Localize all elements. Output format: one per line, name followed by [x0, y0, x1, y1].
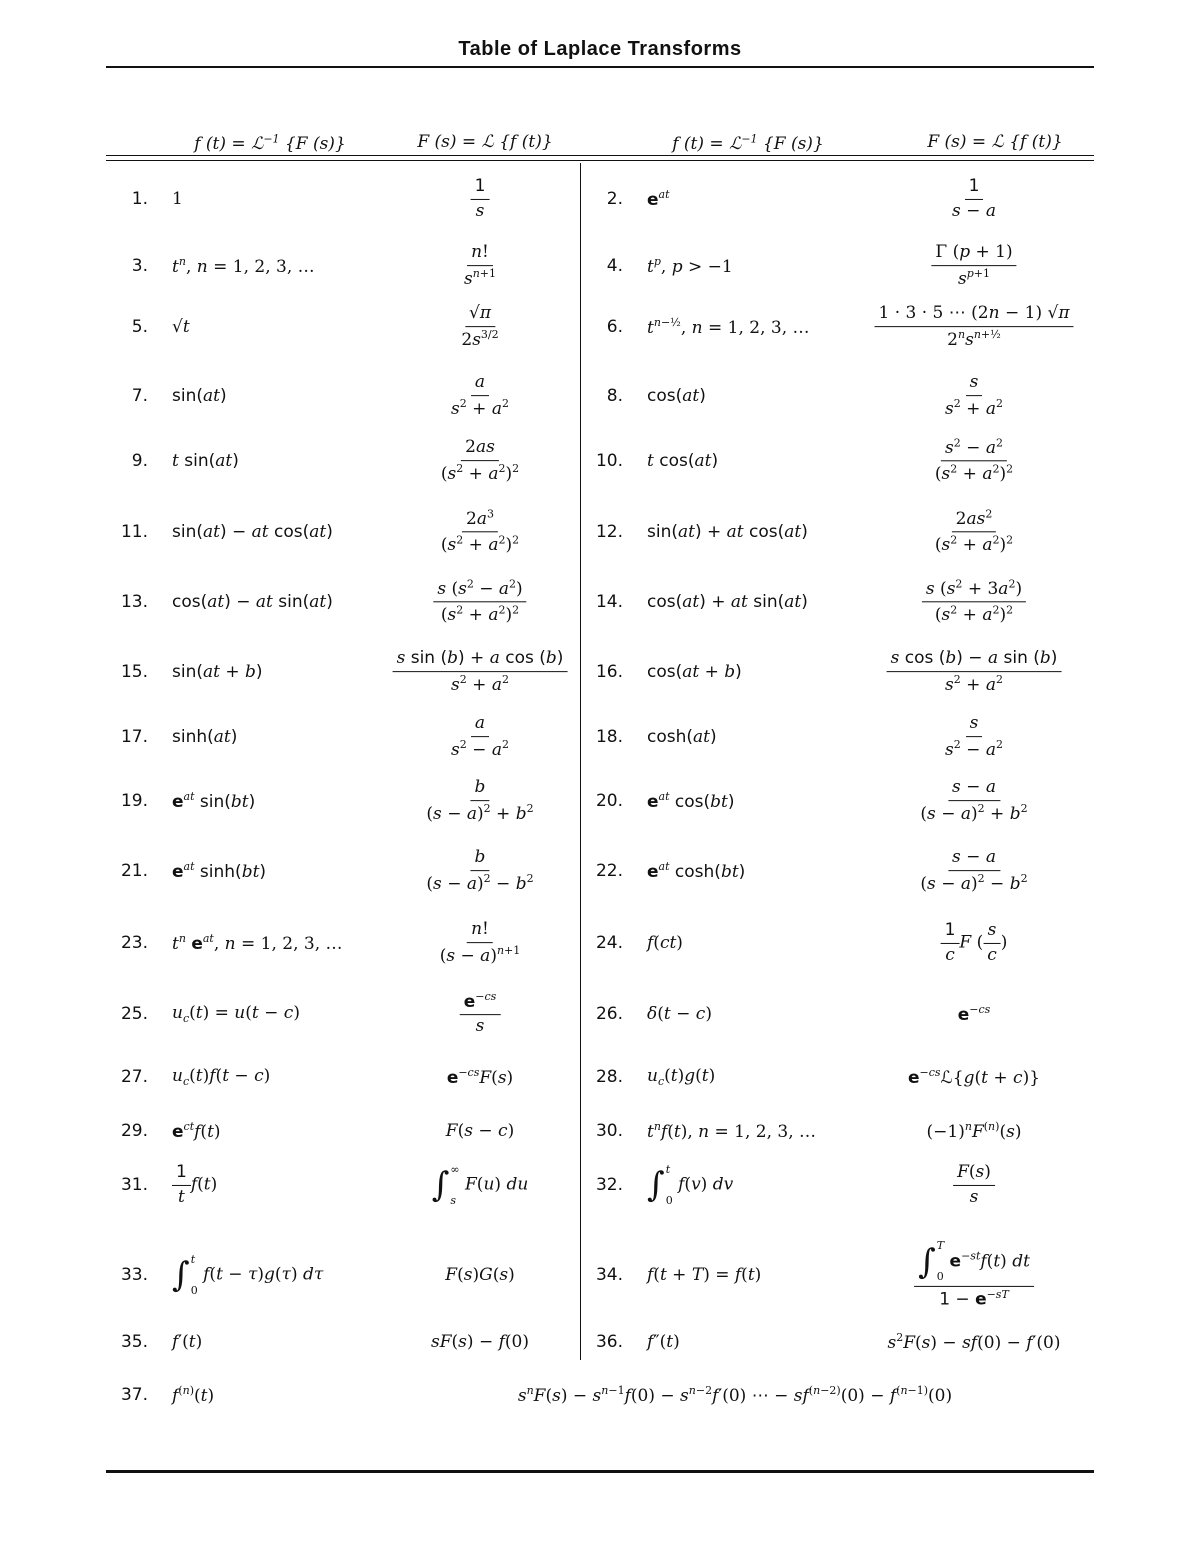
- laplace-transform: $(-1)^nF^{(n)}(s)$: [926, 1120, 1022, 1142]
- row-number: 8.: [606, 386, 623, 406]
- time-function: t sin(at): [172, 451, 239, 471]
- time-function: δ(t − c): [647, 1004, 712, 1024]
- row-number: 17.: [120, 727, 148, 747]
- row-number: 29.: [120, 1121, 148, 1141]
- row-number: 3.: [131, 256, 148, 276]
- time-function: $f^{(n)}(t)$: [172, 1384, 215, 1406]
- time-function: $e^{at}$ cos(bt): [647, 790, 735, 812]
- time-function: sin(at) + at cos(at): [647, 522, 808, 542]
- laplace-transform: $\frac{s - a}{(s - a)^2 + b^2}$: [920, 777, 1028, 824]
- time-function: f″(t): [647, 1332, 680, 1352]
- time-function: cosh(at): [647, 727, 717, 747]
- row-number: 36.: [595, 1332, 623, 1352]
- time-function: ∫ t 0 f(t − τ)g(τ) dτ: [172, 1253, 324, 1297]
- row-number: 19.: [120, 791, 148, 811]
- laplace-transform: $\frac{a}{s^2 - a^2}$: [451, 713, 509, 760]
- time-function: $e^{at}$ sin(bt): [172, 790, 256, 812]
- row-number: 37.: [120, 1385, 148, 1405]
- row-number: 25.: [120, 1004, 148, 1024]
- time-function: ∫ t 0 f(v) dv: [647, 1163, 734, 1207]
- laplace-transform: $\frac{s (s^2 - a^2)}{(s^2 + a^2)^2}$: [433, 578, 526, 625]
- row-number: 5.: [131, 317, 148, 337]
- row-number: 28.: [595, 1067, 623, 1087]
- laplace-transform: $\frac{b}{(s - a)^2 + b^2}$: [426, 777, 534, 824]
- row-number: 11.: [120, 522, 148, 542]
- laplace-transform: $e^{-cs}F(s)$: [446, 1066, 514, 1088]
- row-number: 20.: [595, 791, 623, 811]
- row-number: 13.: [120, 592, 148, 612]
- row-number: 35.: [120, 1332, 148, 1352]
- row-number: 9.: [131, 451, 148, 471]
- laplace-transform: $\frac{\text{s cos (b) − a sin (b)}}{s^2 + a^2}$: [887, 649, 1062, 695]
- time-function: $e^{at}$ cosh(bt): [647, 860, 746, 882]
- laplace-transform: $\frac{1}{s}$: [471, 177, 490, 221]
- row-number: 21.: [120, 861, 148, 881]
- time-function: f(ct): [647, 933, 683, 953]
- time-function: sin(at) − at cos(at): [172, 522, 333, 542]
- time-function: $u_c(t)g(t)$: [647, 1065, 716, 1089]
- time-function: f′(t): [172, 1332, 203, 1352]
- row-number: 27.: [120, 1067, 148, 1087]
- laplace-transform: $\frac{e^{-cs}}{s}$: [460, 991, 501, 1037]
- laplace-transform: $s^2F(s) - sf(0) - f'(0)$: [887, 1331, 1061, 1353]
- laplace-transform: $\frac{n!}{s^{n+1}}$: [463, 242, 497, 289]
- time-function: $t^n$, n = 1, 2, 3, …: [172, 255, 315, 277]
- laplace-transform: $\frac{s (s^2 + 3a^2)}{(s^2 + a^2)^2}$: [922, 578, 1026, 625]
- time-function: cos(at) + at sin(at): [647, 592, 808, 612]
- laplace-transform: $\frac{2a^3}{(s^2 + a^2)^2}$: [440, 507, 520, 556]
- row-number: 24.: [595, 933, 623, 953]
- row-number: 6.: [606, 317, 623, 337]
- time-function: $e^{at}$: [647, 188, 670, 210]
- time-function: t cos(at): [647, 451, 719, 471]
- row-number: 14.: [595, 592, 623, 612]
- time-function: $u_c(t) = u(t - c)$: [172, 1002, 300, 1026]
- bottom-rule: [106, 1470, 1094, 1473]
- time-function: 1: [172, 189, 183, 209]
- time-function: cos(at): [647, 386, 706, 406]
- row-number: 7.: [131, 386, 148, 406]
- time-function: cos(at + b): [647, 662, 742, 682]
- row-number: 1.: [131, 189, 148, 209]
- laplace-transform: $\frac{n!}{(s - a)^{n+1}}$: [439, 919, 521, 966]
- time-function: $t^{n-\frac{1}{2}}$, n = 1, 2, 3, …: [647, 316, 810, 338]
- time-function: $e^{ct}f(t)$: [172, 1120, 221, 1142]
- time-function: $t^p$, p > −1: [647, 255, 733, 277]
- laplace-transform: $\frac{√\pi}{2s^{3/2}}$: [461, 303, 499, 350]
- laplace-transform: $\frac{s - a}{(s - a)^2 - b^2}$: [920, 847, 1028, 894]
- row-number: 22.: [595, 861, 623, 881]
- laplace-transform: F(s − c): [445, 1121, 515, 1141]
- time-function: $e^{at}$ sinh(bt): [172, 860, 267, 882]
- laplace-transform: $\frac{\Gamma (p + 1)}{s^{p+1}}$: [931, 243, 1016, 289]
- laplace-transform: $\frac{s}{s^2 - a^2}$: [945, 713, 1003, 760]
- laplace-transform: ∫ T 0 $e^{-st}f(t)$ dt $1 - e^{-sT}$: [914, 1240, 1034, 1310]
- row-number: 10.: [595, 451, 623, 471]
- time-function: $t^n$ $e^{at}$, n = 1, 2, 3, …: [172, 932, 343, 954]
- laplace-transform: $\frac{b}{(s - a)^2 - b^2}$: [426, 847, 534, 894]
- laplace-transform: $\frac{2as}{(s^2 + a^2)^2}$: [440, 437, 520, 484]
- header-rule-double: [106, 160, 1094, 161]
- row-number: 18.: [595, 727, 623, 747]
- header-F-right: F (s) = ℒ {f (t)}: [927, 132, 1063, 152]
- time-function: sin(at): [172, 386, 227, 406]
- header-f-right: f (t) = ℒ$^{-1}$ {F (s)}: [672, 132, 824, 154]
- row-number: 2.: [606, 189, 623, 209]
- row-number: 34.: [595, 1265, 623, 1285]
- laplace-transform: sF(s) − f(0): [431, 1332, 529, 1352]
- time-function: $u_c(t)f(t - c)$: [172, 1065, 271, 1089]
- header-f-left: f (t) = ℒ$^{-1}$ {F (s)}: [194, 132, 346, 154]
- row-number: 4.: [606, 256, 623, 276]
- laplace-transform: $\frac{1 \cdot 3 \cdot 5 \cdots (2n - 1) √\pi}{2^ns^{n+\frac{1}{2}}}$: [874, 304, 1073, 350]
- laplace-transform: $e^{-cs}ℒ\{g(t + c)\}$: [907, 1066, 1041, 1088]
- laplace-transform: F(s)G(s): [445, 1265, 515, 1285]
- row-number: 30.: [595, 1121, 623, 1141]
- row-number: 23.: [120, 933, 148, 953]
- time-function: cos(at) − at sin(at): [172, 592, 333, 612]
- time-function: sin(at + b): [172, 662, 263, 682]
- top-rule: [106, 66, 1094, 68]
- laplace-transform: ∫ ∞ s F(u) du: [431, 1163, 529, 1207]
- row-number: 33.: [120, 1265, 148, 1285]
- header-rule: [106, 155, 1094, 156]
- laplace-transform: $\frac{a}{s^2 + a^2}$: [451, 372, 509, 419]
- laplace-transform: $\frac{F(s)}{s}$: [953, 1163, 995, 1207]
- time-function: sinh(at): [172, 727, 238, 747]
- time-function: $t^nf(t)$, n = 1, 2, 3, …: [647, 1120, 817, 1142]
- row-number: 16.: [595, 662, 623, 682]
- time-function: $\frac{1}{t}$ f(t): [172, 1163, 217, 1207]
- laplace-transform: $\frac{1}{s - a}$: [952, 175, 996, 221]
- time-function: f(t + T) = f(t): [647, 1265, 762, 1285]
- row-number: 26.: [595, 1004, 623, 1024]
- row-number: 32.: [595, 1175, 623, 1195]
- laplace-transform: $\frac{1}{c}$ F ( $\frac{s}{c}$ ): [941, 921, 1008, 965]
- row-number: 15.: [120, 662, 148, 682]
- laplace-transform: $e^{-cs}$: [957, 1003, 991, 1025]
- laplace-transform: $\frac{s^2 - a^2}{(s^2 + a^2)^2}$: [934, 436, 1014, 485]
- laplace-transform: $\frac{2as^2}{(s^2 + a^2)^2}$: [934, 507, 1014, 556]
- row-number: 12.: [595, 522, 623, 542]
- laplace-transform: $\frac{\text{s sin (b) + a cos (b)}}{s^2 + a^2}$: [393, 649, 568, 695]
- laplace-transform: $\frac{s}{s^2 + a^2}$: [945, 372, 1003, 419]
- laplace-transform: $s^nF(s) - s^{n-1}f(0) - s^{n-2}f'(0)$ ⋯ − $sf^{(n-2)}(0) - f^{(n-1)}(0)$: [517, 1384, 953, 1406]
- time-function: √t: [172, 317, 190, 337]
- page-title: Table of Laplace Transforms: [458, 38, 742, 60]
- row-number: 31.: [120, 1175, 148, 1195]
- header-F-left: F (s) = ℒ {f (t)}: [417, 132, 553, 152]
